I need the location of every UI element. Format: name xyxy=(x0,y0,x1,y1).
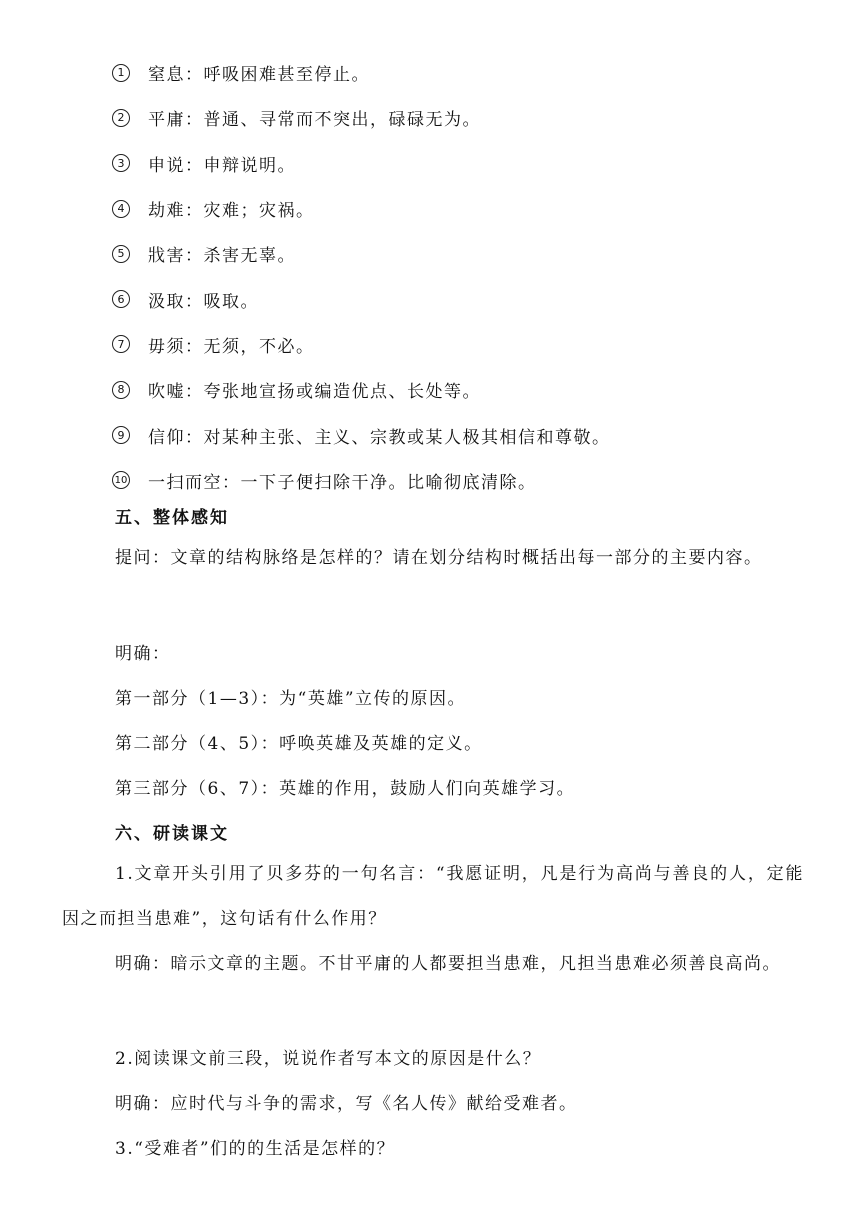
vocab-text: 汲取：吸取。 xyxy=(148,291,259,312)
structure-part: 第二部分（4、5）：呼唤英雄及英雄的定义。 xyxy=(115,734,483,754)
section-heading: 五、整体感知 xyxy=(115,508,229,528)
vocab-item xyxy=(112,458,611,503)
vocab-text: 吹嘘：夸张地宣扬或编造优点、长处等。 xyxy=(148,382,481,403)
vocab-text: 毋须：无须，不必。 xyxy=(148,336,315,357)
vocab-text: 申说：申辩说明。 xyxy=(148,155,296,176)
vocab-item xyxy=(112,95,611,140)
item-number: 3 xyxy=(112,154,130,172)
item-number: 4 xyxy=(112,200,130,218)
item-number: 10 xyxy=(112,471,130,489)
vocab-text: 窒息：呼吸困难甚至停止。 xyxy=(148,65,370,86)
question-paragraph: 1.文章开头引用了贝多芬的一句名言：“我愿证明，凡是行为高尚与善良的人，定能因之而担当患难”，这句话有什么作用？ xyxy=(62,864,804,929)
answer-paragraph: 明确：暗示文章的主题。不甘平庸的人都要担当患难，凡担当患难必须善良高尚。 xyxy=(115,954,781,974)
vocab-item xyxy=(112,141,611,186)
answer-label: 明确： xyxy=(115,644,171,664)
vocab-item xyxy=(112,50,611,95)
item-number: 2 xyxy=(112,109,130,127)
vocab-text: 劫难：灾难；灾祸。 xyxy=(148,201,315,222)
vocab-text: 平庸：普通、寻常而不突出，碌碌无为。 xyxy=(148,110,481,131)
question-paragraph: 提问：文章的结构脉络是怎样的？请在划分结构时概括出每一部分的主要内容。 xyxy=(115,548,763,568)
vocab-item xyxy=(112,322,611,367)
vocabulary-list xyxy=(112,50,611,503)
vocab-item xyxy=(112,412,611,457)
section-heading: 六、研读课文 xyxy=(115,824,229,844)
vocab-text: 戕害：杀害无辜。 xyxy=(148,246,296,267)
answer-line: 明确：应时代与斗争的需求，写《名人传》献给受难者。 xyxy=(115,1094,578,1114)
vocab-item xyxy=(112,186,611,231)
item-number: 1 xyxy=(112,64,130,82)
structure-part: 第三部分（6、7）：英雄的作用，鼓励人们向英雄学习。 xyxy=(115,779,576,799)
vocab-text: 信仰：对某种主张、主义、宗教或某人极其相信和尊敬。 xyxy=(148,427,611,448)
item-number: 7 xyxy=(112,335,130,353)
vocab-item xyxy=(112,231,611,276)
item-number: 9 xyxy=(112,426,130,444)
structure-part: 第一部分（1—3）：为“英雄”立传的原因。 xyxy=(115,689,467,709)
question-line: 3.“受难者”们的的生活是怎样的？ xyxy=(115,1139,396,1159)
question-line: 2.阅读课文前三段，说说作者写本文的原因是什么？ xyxy=(115,1049,542,1069)
vocab-item xyxy=(112,276,611,321)
item-number: 6 xyxy=(112,290,130,308)
vocab-text: 一扫而空：一下子便扫除干净。比喻彻底清除。 xyxy=(148,472,537,493)
vocab-item xyxy=(112,367,611,412)
item-number: 5 xyxy=(112,245,130,263)
item-number: 8 xyxy=(112,381,130,399)
